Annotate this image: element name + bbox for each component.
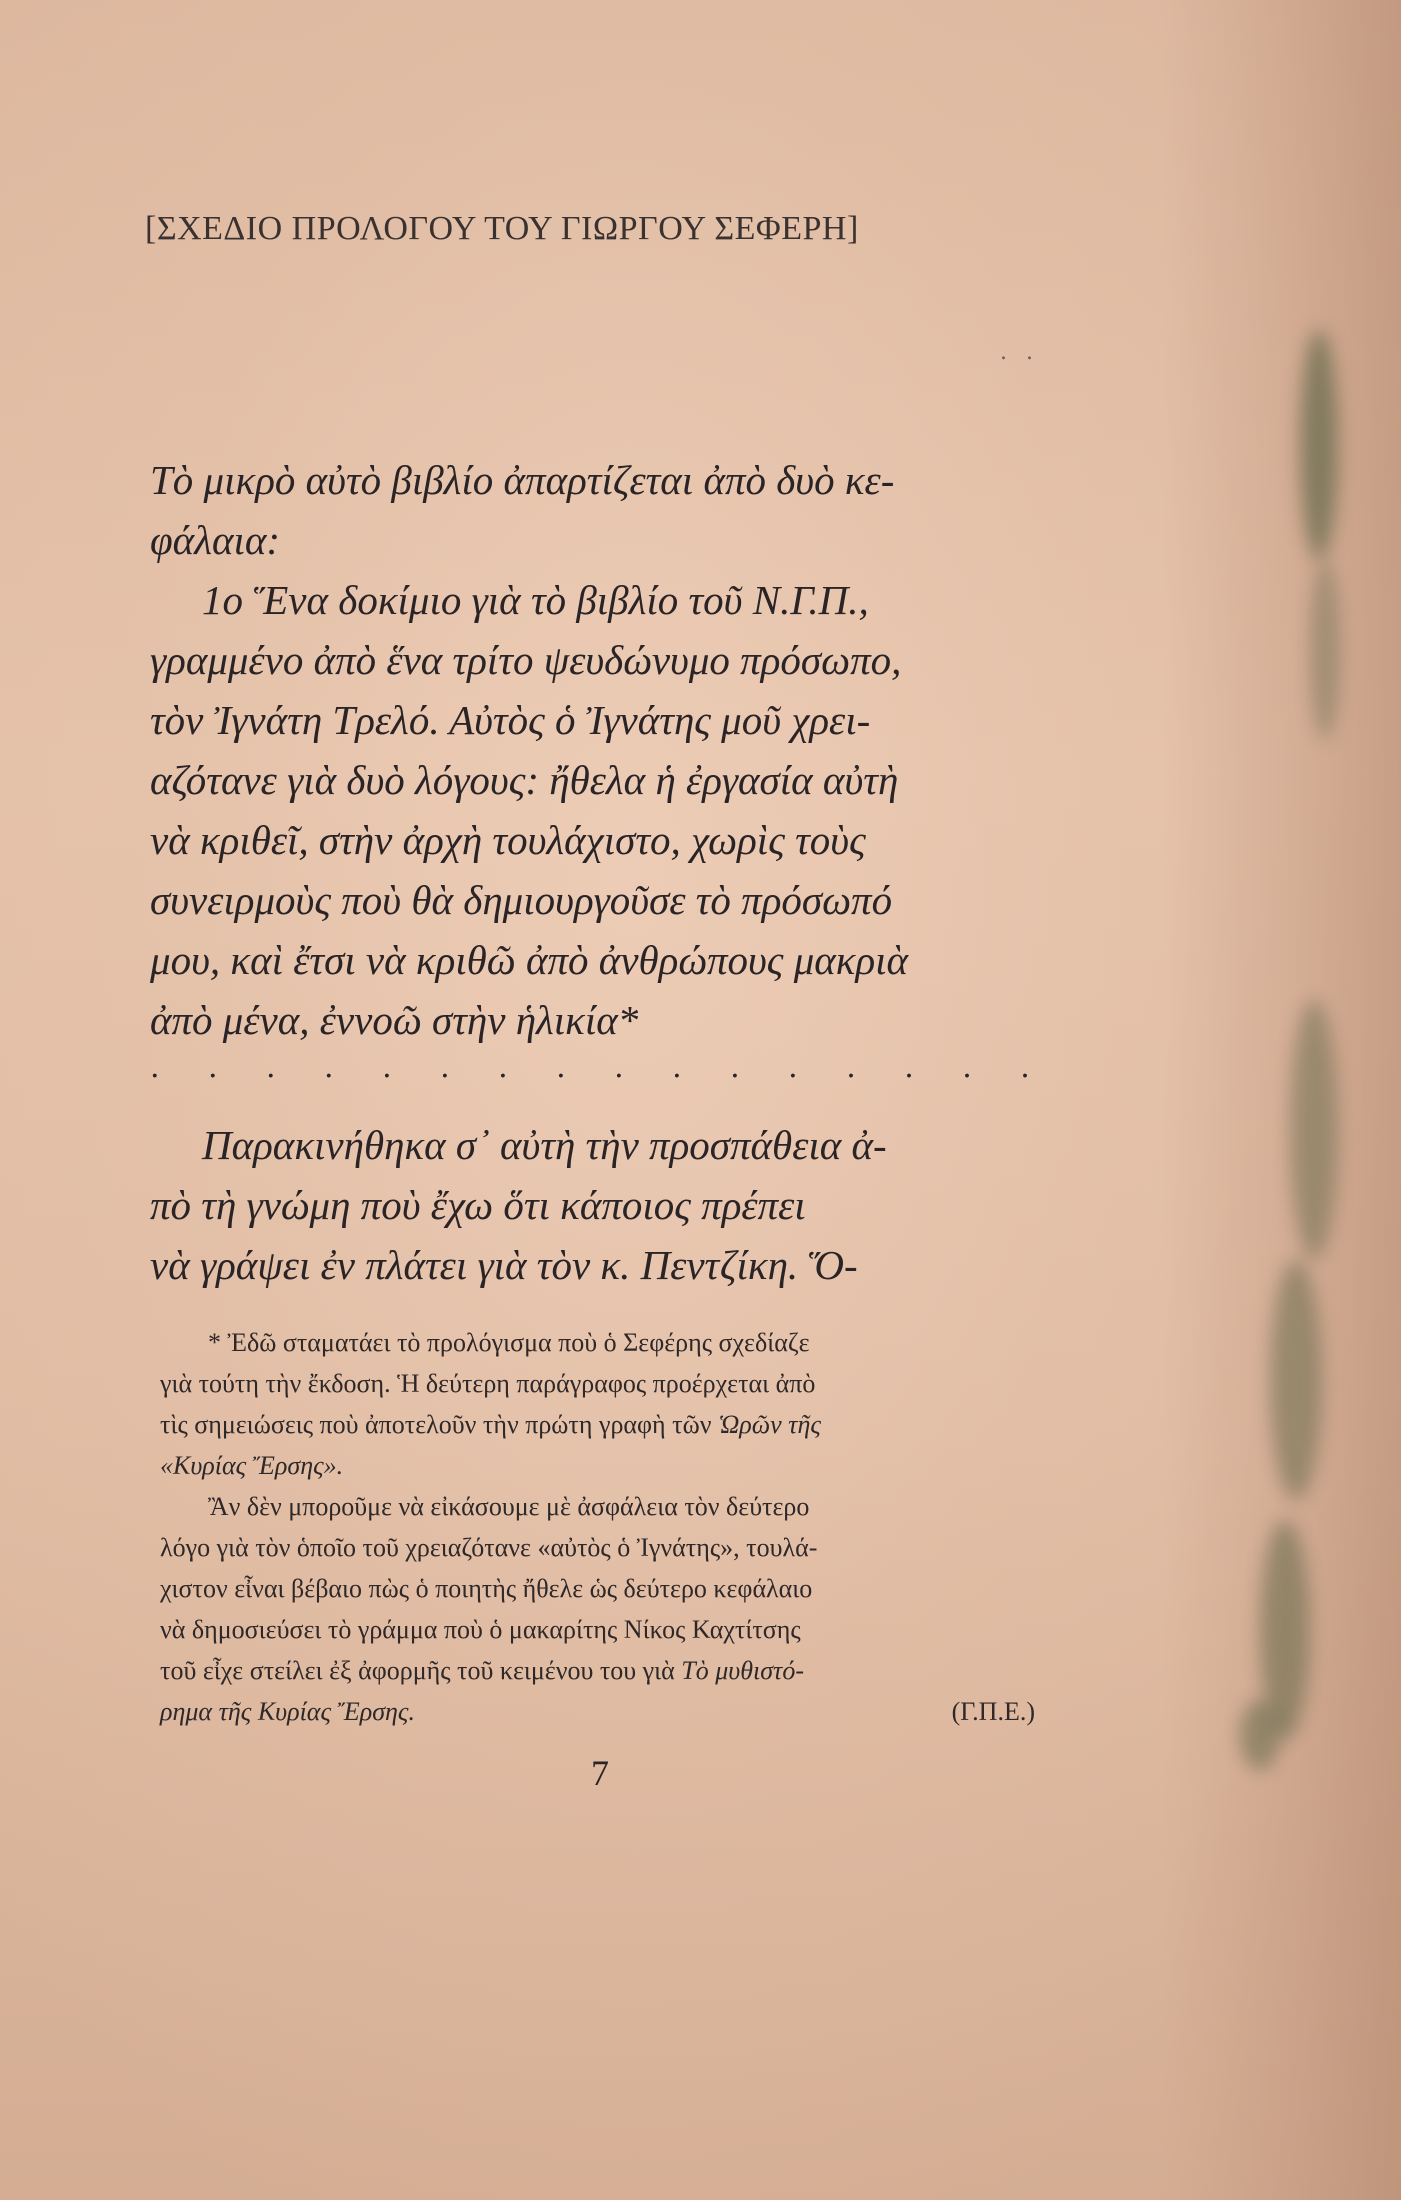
text-line: νὰ κριθεῖ, στὴν ἀρχὴ τουλάχιστο, χωρὶς τοὺς [150,817,866,863]
footnote-line: λόγο γιὰ τὸν ὁποῖο τοῦ χρειαζότανε «αὐτὸς ὁ Ἰγνάτης», τουλά- [160,1533,818,1562]
separator-dot: . [324,1050,334,1085]
footnote-line: * Ἐδῶ σταματάει τὸ προλόγισμα ποὺ ὁ Σεφέρης σχεδίαζε [208,1328,810,1357]
text-line: φάλαια: [150,517,281,563]
footnote-italic-title: Τὸ μυθιστό- [681,1656,805,1685]
ink-bleed-stain [1300,330,1338,560]
footnote-line: Ἂν δὲν μποροῦμε νὰ εἰκάσουμε μὲ ἀσφάλεια τὸν δεύτερο [208,1492,810,1521]
running-title: [ΣΧΕΔΙΟ ΠΡΟΛΟΓΟΥ ΤΟΥ ΓΙΩΡΓΟΥ ΣΕΦΕΡΗ] [145,210,859,247]
separator-dot: . [1020,1050,1030,1085]
separator-dot: . [904,1050,914,1085]
separator-dot: . [266,1050,276,1085]
footnote-line: γιὰ τούτη τὴν ἔκδοση. Ἡ δεύτερη παράγραφος προέρχεται ἀπὸ [160,1369,816,1398]
separator-dot: . [788,1050,798,1085]
text-line: νὰ γράψει ἐν πλάτει γιὰ τὸν κ. Πεντζίκη. Ὅ- [150,1242,858,1288]
text-line: μου, καὶ ἔτσι νὰ κριθῶ ἀπὸ ἀνθρώπους μακριὰ [150,937,909,983]
text-line: αζότανε γιὰ δυὸ λόγους: ἤθελα ἡ ἐργασία αὐτὴ [150,757,899,803]
text-line: συνειρμοὺς ποὺ θὰ δημιουργοῦσε τὸ πρόσωπό [150,877,893,923]
ink-bleed-stain [1310,560,1340,740]
editor-signature: (Γ.Π.Ε.) [951,1697,1035,1726]
ink-bleed-stain [1240,1700,1280,1770]
ink-bleed-stain [1270,1260,1322,1500]
separator-dot: . [382,1050,392,1085]
footnote-line: χιστον εἶναι βέβαιο πὼς ὁ ποιητὴς ἤθελε ὡς δεύτερο κεφάλαιο [160,1574,813,1603]
separator-dot: . [498,1050,508,1085]
text-line: γραμμένο ἀπὸ ἕνα τρίτο ψευδώνυμο πρόσωπο, [150,637,902,683]
main-text-block [150,450,1030,1050]
text-line: 1ο Ἕνα δοκίμιο γιὰ τὸ βιβλίο τοῦ Ν.Γ.Π., [202,577,869,623]
footnotes [160,1322,1035,1732]
text-line: Τὸ μικρὸ αὐτὸ βιβλίο ἀπαρτίζεται ἀπὸ δυὸ κε- [150,457,895,503]
separator-dot: . [614,1050,624,1085]
top-dots: . . [1000,340,1039,365]
footnote-italic-title: Ὡρῶν τῆς [717,1410,821,1439]
separator-dot: . [208,1050,218,1085]
footnote-italic-title: ρημα τῆς Κυρίας Ἔρσης. [160,1697,415,1726]
footnote-text: τὶς σημειώσεις ποὺ ἀποτελοῦν τὴν πρώτη γραφὴ τῶν [160,1410,718,1439]
footnote-line [160,1650,1035,1691]
text-line: Παρακινήθηκα σ᾽ αὐτὴ τὴν προσπάθεια ἀ- [202,1122,887,1168]
footnote-line [160,1404,1035,1445]
footnote-text: τοῦ εἶχε στείλει ἐξ ἀφορμῆς τοῦ κειμένου του γιὰ [160,1656,682,1685]
ellipsis-separator [150,1050,1030,1085]
page-edge-shadow [1161,0,1401,2200]
separator-dot: . [962,1050,972,1085]
text-line: ἀπὸ μένα, ἐννοῶ στὴν ἡλικία* [150,997,639,1043]
footnote-line: νὰ δημοσιεύσει τὸ γράμμα ποὺ ὁ μακαρίτης Νίκος Καχτίτσης [160,1615,801,1644]
separator-dot: . [440,1050,450,1085]
footnote-last-line [160,1691,1035,1732]
separator-dot: . [150,1050,160,1085]
footnote-line: «Κυρίας Ἔρσης». [160,1451,344,1480]
separator-dot: . [672,1050,682,1085]
separator-dot: . [846,1050,856,1085]
second-text-block [150,1115,1030,1295]
page-number: 7 [591,1753,609,1793]
ink-bleed-stain [1290,1000,1338,1260]
separator-dot: . [730,1050,740,1085]
text-line: τὸν Ἰγνάτη Τρελό. Αὐτὸς ὁ Ἰγνάτης μοῦ χρει- [150,697,871,743]
text-line: πὸ τὴ γνώμη ποὺ ἔχω ὅτι κάποιος πρέπει [150,1182,806,1228]
separator-dot: . [556,1050,566,1085]
